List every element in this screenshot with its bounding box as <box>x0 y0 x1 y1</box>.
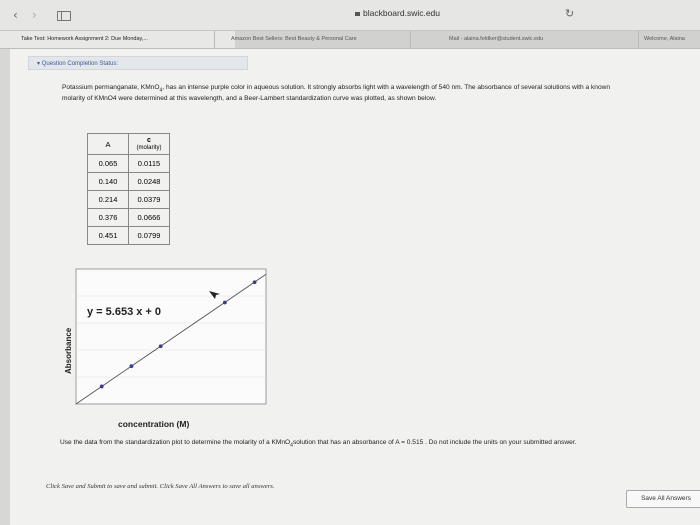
data-point <box>253 280 257 284</box>
tab-welcome[interactable] <box>638 31 700 48</box>
expand-icon: ▾ <box>37 61 42 67</box>
header-c-unit: (molarity) <box>136 144 162 151</box>
back-icon[interactable]: ‹ <box>13 8 18 22</box>
table-row <box>88 191 170 209</box>
cell-a: 0.214 <box>88 191 129 209</box>
question-text-part1: Potassium permanganate, KMnO <box>62 84 160 91</box>
data-point <box>159 344 163 348</box>
table-header-a: A <box>88 134 129 155</box>
cell-c: 0.0248 <box>129 173 170 191</box>
instruction-subscript: 4 <box>290 442 293 449</box>
data-point <box>100 385 104 389</box>
question-text-part2: , has an intense purple color in aqueous solution. It strongly absorbs light with a wavelength of 540 nm. The absorbance of several solutions with a known molarity of KMnO4 were determined at this wavelength, and a Beer-Lambert standardization curve was plotted, as shown below. <box>62 84 611 102</box>
tab-label: Welcome, Alaina <box>644 36 685 42</box>
data-point <box>130 364 134 368</box>
address-text: blackboard.swic.edu <box>363 8 441 18</box>
instruction-part1: Use the data from the standardization plot to determine the molarity of a KMnO <box>60 439 291 446</box>
tab-label: Mail - alaina.feldker@student.swic.edu <box>449 36 544 42</box>
table-header-row <box>88 134 170 155</box>
cell-a: 0.376 <box>88 209 129 227</box>
standardization-chart <box>59 262 269 412</box>
tab-mail[interactable] <box>410 31 639 48</box>
sidebar-icon[interactable] <box>57 11 71 21</box>
address-bar[interactable] <box>355 8 440 18</box>
cell-a: 0.140 <box>88 173 129 191</box>
cell-a: 0.065 <box>88 155 129 173</box>
table-row <box>88 155 170 173</box>
question-subscript: 4 <box>159 87 163 94</box>
lock-icon <box>355 12 360 16</box>
tab-label: Amazon Best Sellers: Best Beauty & Personal Care <box>231 36 357 42</box>
reload-icon[interactable]: ↻ <box>565 7 575 20</box>
tab-bar <box>0 31 700 49</box>
status-label: Question Completion Status: <box>41 61 119 67</box>
footer-note: Click Save and Submit to save and submit. Click Save All Answers to save all answers. <box>46 483 275 490</box>
instruction-part2: solution that has an absorbance of A = 0.515 . Do not include the units on your submitted answer. <box>292 439 577 446</box>
trendline-equation: y = 5.653 x + 0 <box>87 306 162 318</box>
data-point <box>223 301 227 305</box>
header-c-symbol: c <box>147 136 151 144</box>
x-axis-label: concentration (M) <box>118 419 190 429</box>
chart-plot-area <box>76 269 266 404</box>
question-completion-status[interactable] <box>28 56 248 70</box>
browser-toolbar <box>0 0 700 31</box>
data-table <box>87 133 170 245</box>
cell-c: 0.0666 <box>129 209 170 227</box>
table-header-c <box>129 134 170 155</box>
instruction-text <box>60 436 660 452</box>
question-text <box>62 84 622 104</box>
cell-a: 0.451 <box>88 227 129 245</box>
table-row <box>88 227 170 245</box>
tab-amazon[interactable] <box>214 31 411 48</box>
cell-c: 0.0115 <box>129 155 170 173</box>
forward-icon[interactable]: › <box>32 8 37 22</box>
cell-c: 0.0799 <box>129 227 170 245</box>
save-all-answers-button[interactable]: Save All Answers <box>626 490 700 508</box>
tab-take-test[interactable] <box>0 31 235 48</box>
cell-c: 0.0379 <box>129 191 170 209</box>
table-row <box>88 209 170 227</box>
y-axis-label: Absorbance <box>64 327 73 374</box>
table-row <box>88 173 170 191</box>
tab-label: Take Test: Homework Assignment 2: Due Monday,... <box>21 36 148 42</box>
